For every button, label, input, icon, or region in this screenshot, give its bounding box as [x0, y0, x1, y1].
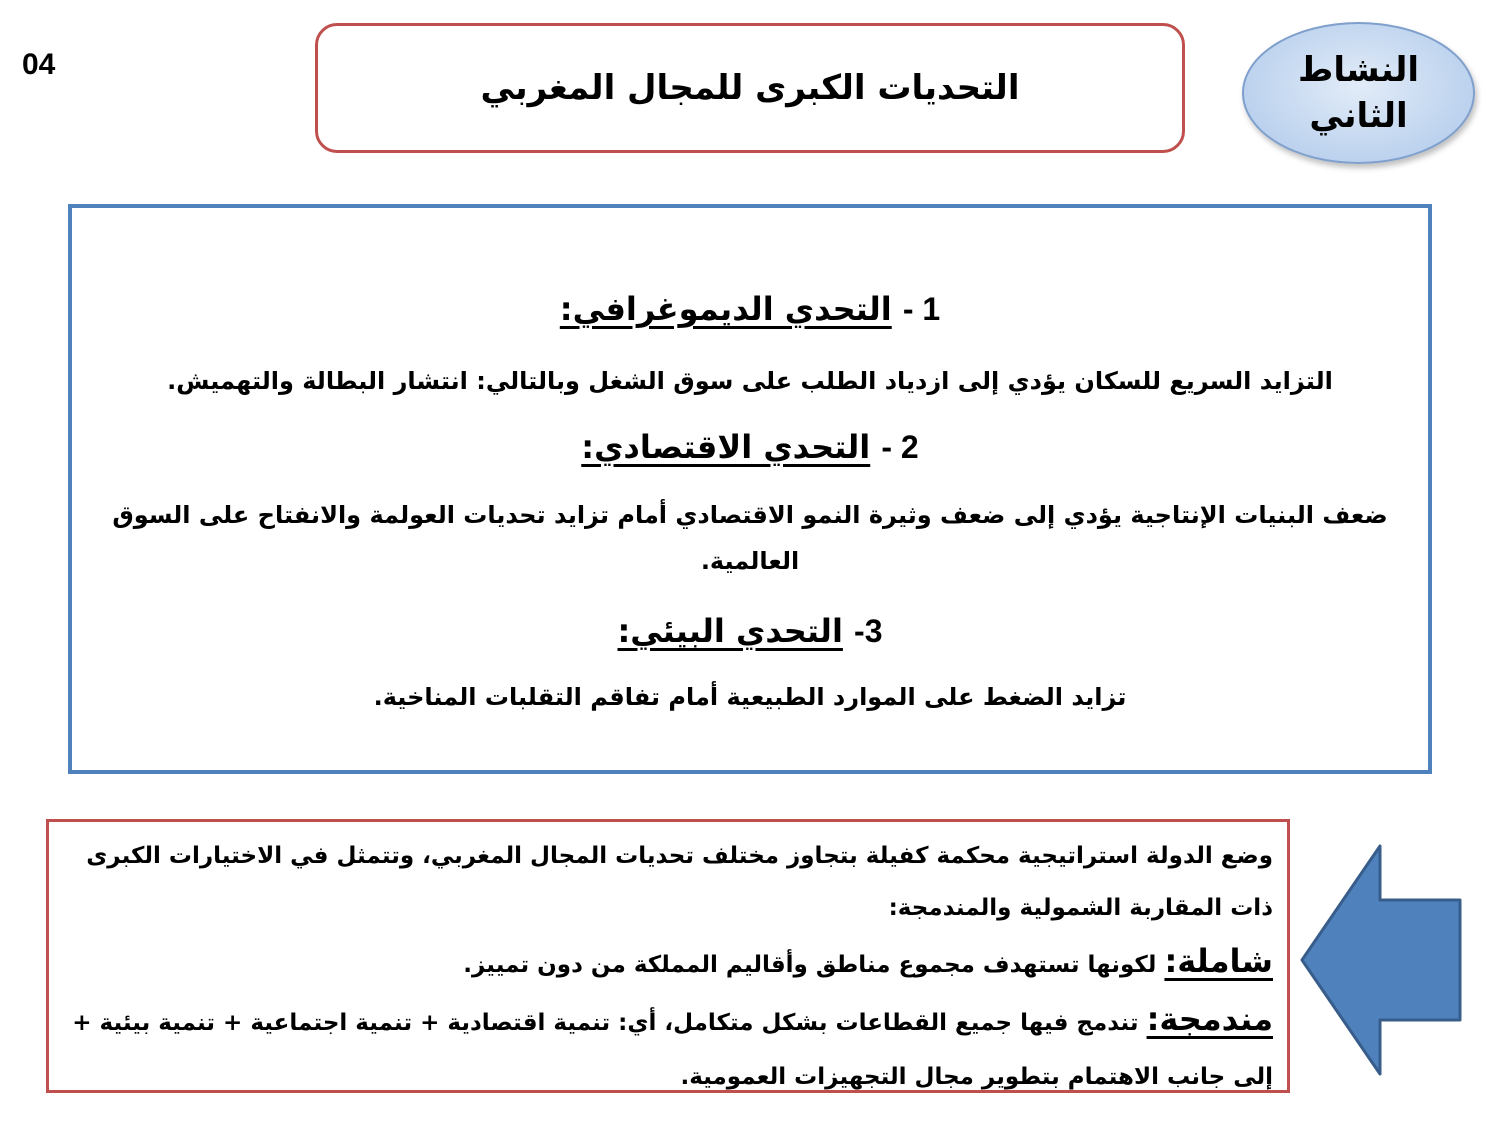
integrated-term: مندمجة:	[1146, 1000, 1273, 1038]
strategy-intro: وضع الدولة استراتيجية محكمة كفيلة بتجاوز مختلف تحديات المجال المغربي، وتتمثل في الاختيارات الكبرى ذات المقاربة الشمولية والمندمجة:	[86, 843, 1273, 921]
comprehensive-term: شاملة:	[1164, 942, 1273, 980]
challenge-heading-environmental	[72, 612, 1428, 650]
comprehensive-text: لكونها تستهدف مجموع مناطق وأقاليم المملكة من دون تمييز.	[463, 952, 1157, 978]
challenge-title: التحدي البيئي:	[617, 612, 843, 650]
activity-label-line1: النشاط	[1298, 50, 1419, 90]
activity-label-line2: الثاني	[1309, 96, 1408, 136]
challenge-number: 3-	[854, 613, 883, 649]
challenge-heading-demographic	[72, 290, 1428, 328]
challenge-text-economic: ضعف البنيات الإنتاجية يؤدي إلى ضعف وثيرة النمو الاقتصادي أمام تزايد تحديات العولمة والانفتاح على السوق العالمية.	[112, 501, 1388, 575]
challenge-number: 2 -	[881, 429, 919, 465]
challenges-box	[68, 204, 1432, 774]
activity-badge	[1242, 22, 1475, 164]
strategy-integrated	[63, 992, 1273, 1104]
page-title: التحديات الكبرى للمجال المغربي	[480, 68, 1020, 108]
strategy-box	[46, 819, 1290, 1093]
challenge-number: 1 -	[902, 291, 941, 327]
title-box	[315, 23, 1185, 153]
challenge-title: التحدي الديموغرافي:	[559, 290, 892, 328]
left-arrow-icon	[1298, 842, 1464, 1078]
page-number: 04	[22, 48, 56, 81]
challenge-heading-economic	[72, 428, 1428, 466]
integrated-text: تندمج فيها جميع القطاعات بشكل متكامل، أي: تنمية اقتصادية + تنمية اجتماعية + تنمية بيئية + إلى جانب الاهتمام بتطوير مجال التجهيزات العمومية.	[72, 1010, 1273, 1090]
challenge-title: التحدي الاقتصادي:	[581, 428, 871, 466]
strategy-comprehensive	[63, 934, 1273, 992]
challenge-text-demographic: التزايد السريع للسكان يؤدي إلى ازدياد الطلب على سوق الشغل وبالتالي: انتشار البطالة والتهميش.	[167, 367, 1333, 395]
challenge-text-environmental: تزايد الضغط على الموارد الطبيعية أمام تفاقم التقلبات المناخية.	[373, 683, 1127, 711]
